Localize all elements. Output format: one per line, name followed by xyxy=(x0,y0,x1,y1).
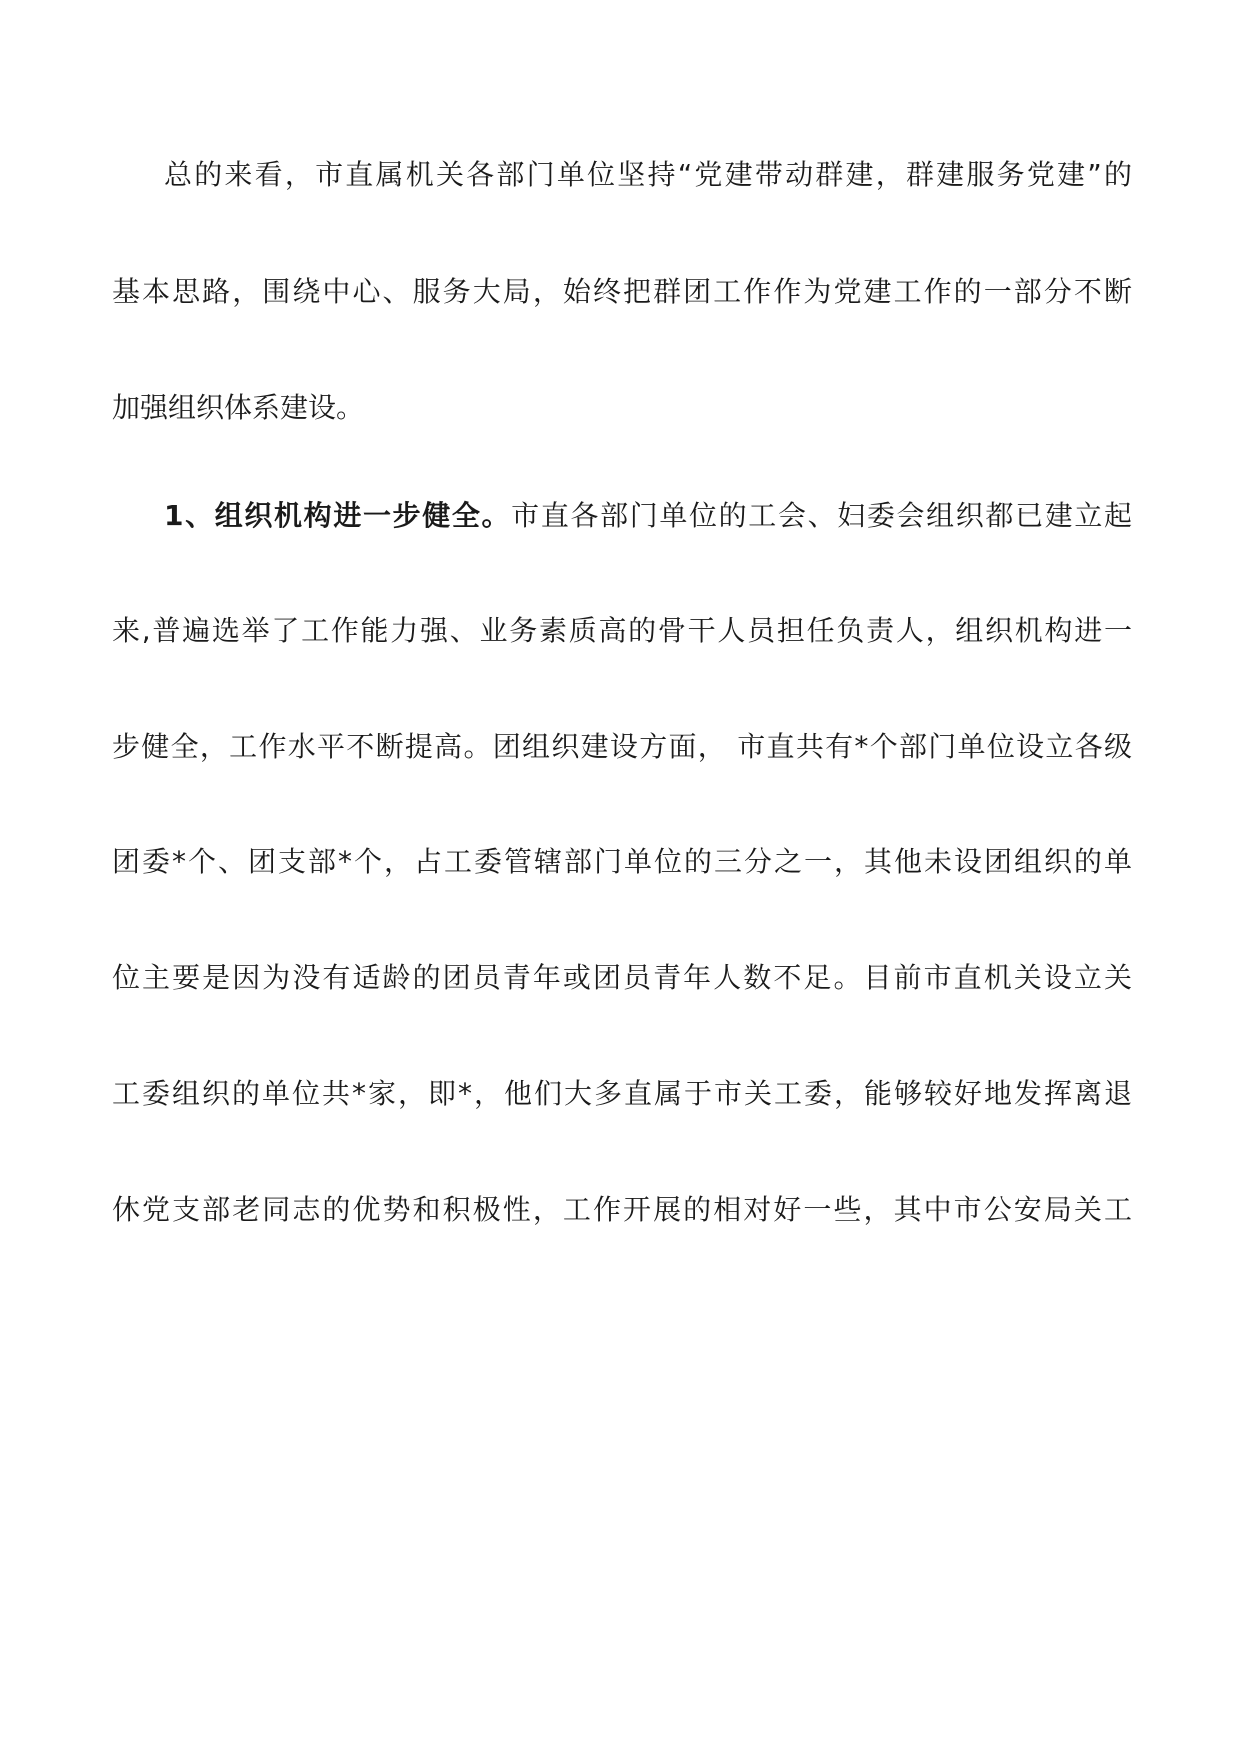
paragraph-1-line-2: 基本思路，围绕中心、服务大局，始终把群团工作作为党建工作的一部分不断 xyxy=(112,275,1132,308)
paragraph-2-line-6: 工委组织的单位共*家，即*，他们大多直属于市关工委，能够较好地发挥离退 xyxy=(112,1077,1132,1110)
paragraph-1-line-1: 总的来看，市直属机关各部门单位坚持“党建带动群建，群建服务党建”的 xyxy=(164,158,1132,191)
paragraph-2-line-2: 来,普遍选举了工作能力强、业务素质高的骨干人员担任负责人，组织机构进一 xyxy=(112,614,1132,647)
paragraph-2-line-1-text: 市直各部门单位的工会、妇委会组织都已建立起 xyxy=(511,499,1132,532)
paragraph-2-line-3: 步健全，工作水平不断提高。团组织建设方面， 市直共有*个部门单位设立各级 xyxy=(112,730,1132,763)
section-heading: 1、组织机构进一步健全。 xyxy=(164,499,512,532)
paragraph-2-line-7: 休党支部老同志的优势和积极性，工作开展的相对好一些，其中市公安局关工 xyxy=(112,1193,1132,1226)
paragraph-2-line-5: 位主要是因为没有适龄的团员青年或团员青年人数不足。目前市直机关设立关 xyxy=(112,961,1132,994)
paragraph-2-line-4: 团委*个、团支部*个，占工委管辖部门单位的三分之一，其他未设团组织的单 xyxy=(112,845,1132,878)
paragraph-1-line-3: 加强组织体系建设。 xyxy=(112,391,365,424)
paragraph-2-line-1 xyxy=(112,496,1132,536)
